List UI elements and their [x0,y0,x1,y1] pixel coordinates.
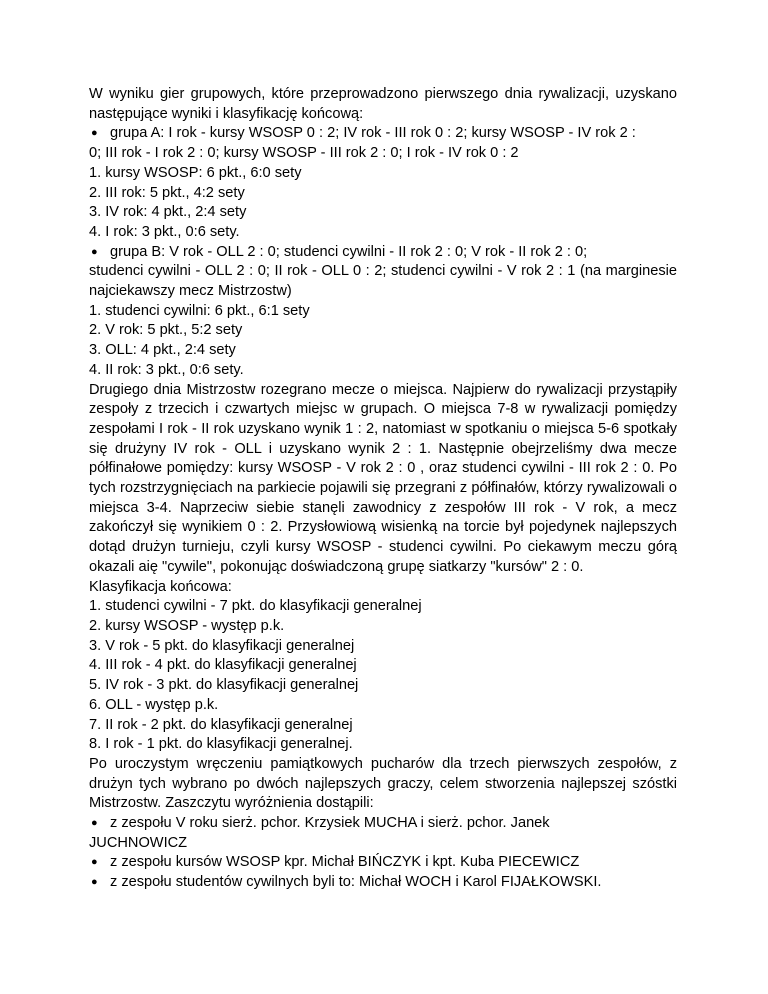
group-b-results-first-line [89,243,677,263]
final-standing-7: 7. II rok - 2 pkt. do klasyfikacji generalnej [89,716,353,733]
document-page [89,85,677,893]
group-b-results-continuation: studenci cywilni - OLL 2 : 0; II rok - OLL 0 : 2; studenci cywilni - V rok 2 : 1 (na marginesie najciekawszy mecz Mistrzostw) [89,263,677,300]
group-a-results-continuation: 0; III rok - I rok 2 : 0; kursy WSOSP - III rok 2 : 0; I rok - IV rok 0 : 2 [89,145,519,162]
awards-intro-paragraph: Po uroczystym wręczeniu pamiątkowych pucharów dla trzech pierwszych zespołów, z drużyn tych wybrano po dwóch najlepszych graczy, celem stworzenia najlepszej szóstki Mistrzostw. Zaszczytu wyróżnienia dostąpili: [89,755,677,812]
award-item-v-rok-continuation: JUCHNOWICZ [89,834,188,851]
award-item-v-rok [89,814,677,834]
bullet-icon: ● [91,856,98,869]
group-a-section [89,124,677,242]
intro-paragraph: W wyniku gier grupowych, które przeprowadzono pierwszego dnia rywalizacji, uzyskano następujące wyniki i klasyfikację końcową: [89,86,677,122]
group-b-standing-3: 3. OLL: 4 pkt., 2:4 sety [89,342,236,359]
final-classification-heading: Klasyfikacja końcowa: [89,578,232,595]
bullet-icon: ● [91,245,98,258]
final-standing-4: 4. III rok - 4 pkt. do klasyfikacji generalnej [89,657,357,674]
award-item-studenci [89,873,677,893]
group-a-standing-2: 2. III rok: 5 pkt., 4:2 sety [89,184,245,201]
group-b-standing-2: 2. V rok: 5 pkt., 5:2 sety [89,322,243,339]
group-a-standing-4: 4. I rok: 3 pkt., 0:6 sety. [89,223,240,240]
final-standing-8: 8. I rok - 1 pkt. do klasyfikacji generalnej. [89,736,353,753]
group-a-results: grupa A: I rok - kursy WSOSP 0 : 2; IV rok - III rok 0 : 2; kursy WSOSP - IV rok 2 : [110,125,636,142]
bullet-icon: ● [91,127,98,140]
awards-list [89,814,677,893]
award-item-studenci-text: z zespołu studentów cywilnych byli to: Michał WOCH i Karol FIJAŁKOWSKI. [110,874,602,891]
group-b-standing-4: 4. II rok: 3 pkt., 0:6 sety. [89,361,244,378]
bullet-icon: ● [91,817,98,830]
group-b-section [89,243,677,381]
final-standing-2: 2. kursy WSOSP - występ p.k. [89,617,285,634]
final-standing-3: 3. V rok - 5 pkt. do klasyfikacji generalnej [89,637,355,654]
bullet-icon: ● [91,876,98,889]
group-a-results-first-line [89,124,677,144]
final-classification [89,578,677,755]
day-two-paragraph: Drugiego dnia Mistrzostw rozegrano mecze o miejsca. Najpierw do rywalizacji przystąpiły zespoły z trzecich i czwartych miejsc w grupach. O miejsca 7-8 w rywalizacji pomiędzy zespołami I rok - II rok uzyskano wynik 1 : 2, natomiast w spotkaniu o miejsca 5-6 spotkały się drużyny IV rok - OLL i uzyskano wynik 2 : 1. Następnie obejrzeliśmy dwa mecze półfinałowe pomiędzy: kursy WSOSP - V rok 2 : 0 , oraz studenci cywilni - III rok 2 : 0. Po tych rozstrzygnięciach na parkiecie pojawili się przegrani z półfinałów, którzy rywalizowali o miejsca 3-4. Naprzeciw siebie stanęli zawodnicy z zespołów III rok - V rok, a mecz zakończył się wynikiem 0 : 2. Przysłowiową wisienką na torcie był pojedynek najlepszych dotąd drużyn turnieju, czyli kursy WSOSP - studenci cywilni. Po ciekawym meczu górą okazali aię "cywile", pokonując doświadczoną grupę siatkarzy "kursów" 2 : 0. [89,381,677,575]
group-b-results: grupa B: V rok - OLL 2 : 0; studenci cywilni - II rok 2 : 0; V rok - II rok 2 : 0; [110,243,588,260]
award-item-kursy [89,853,677,873]
group-b-standing-1: 1. studenci cywilni: 6 pkt., 6:1 sety [89,302,310,319]
award-item-kursy-text: z zespołu kursów WSOSP kpr. Michał BIŃCZYK i kpt. Kuba PIECEWICZ [110,854,580,871]
group-a-standing-3: 3. IV rok: 4 pkt., 2:4 sety [89,204,247,221]
award-item-v-rok-text: z zespołu V roku sierż. pchor. Krzysiek MUCHA i sierż. pchor. Janek [110,815,550,832]
final-standing-6: 6. OLL - występ p.k. [89,696,219,713]
group-a-standing-1: 1. kursy WSOSP: 6 pkt., 6:0 sety [89,164,302,181]
final-standing-5: 5. IV rok - 3 pkt. do klasyfikacji generalnej [89,677,359,694]
final-standing-1: 1. studenci cywilni - 7 pkt. do klasyfikacji generalnej [89,598,422,615]
